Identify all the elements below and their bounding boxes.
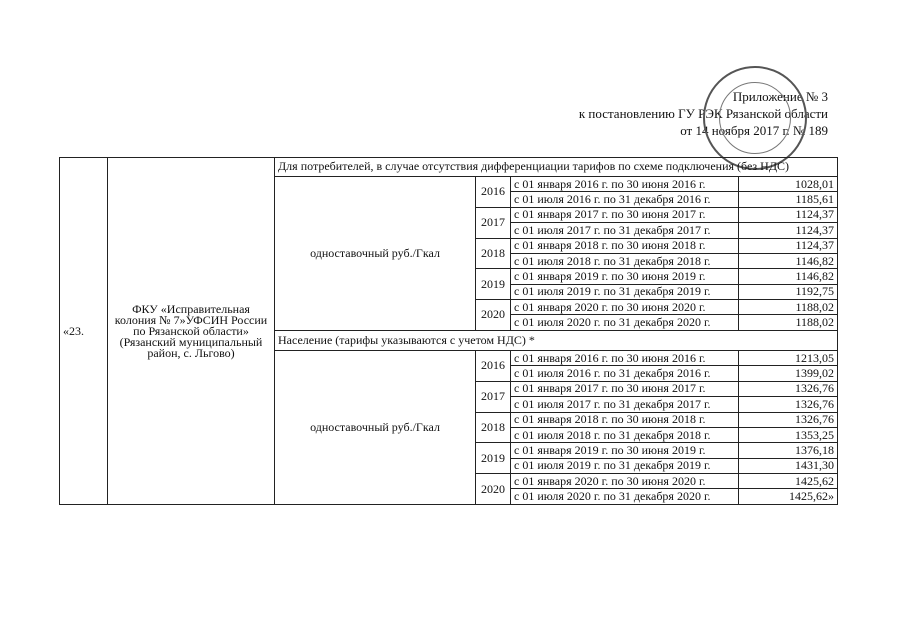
year-cell: 2017 [476, 381, 511, 412]
resolution-date: от 14 ноября 2017 г. № 189 [680, 123, 828, 138]
period-cell: с 01 июля 2018 г. по 31 декабря 2018 г. [511, 427, 739, 442]
tariff-value: 1188,02 [739, 315, 838, 330]
tariff-table [59, 157, 838, 505]
tariff-value: 1124,37 [739, 223, 838, 238]
period-cell: с 01 июля 2016 г. по 31 декабря 2016 г. [511, 192, 739, 207]
tariff-value: 1185,61 [739, 192, 838, 207]
period-cell: с 01 июля 2017 г. по 31 декабря 2017 г. [511, 223, 739, 238]
resolution-reference: к постановлению ГУ РЭК Рязанской области [578, 106, 828, 121]
period-cell: с 01 июля 2017 г. по 31 декабря 2017 г. [511, 397, 739, 412]
tariff-value: 1028,01 [739, 176, 838, 191]
tariff-value: 1399,02 [739, 366, 838, 381]
period-cell: с 01 января 2019 г. по 30 июня 2019 г. [511, 269, 739, 284]
year-cell: 2017 [476, 207, 511, 238]
tariff-value: 1353,25 [739, 427, 838, 442]
tariff-value: 1146,82 [739, 269, 838, 284]
period-cell: с 01 января 2018 г. по 30 июня 2018 г. [511, 412, 739, 427]
period-cell: с 01 июля 2018 г. по 31 декабря 2018 г. [511, 253, 739, 268]
tariff-value: 1124,37 [739, 238, 838, 253]
period-cell: с 01 января 2016 г. по 30 июня 2016 г. [511, 350, 739, 365]
tariff-value: 1326,76 [739, 397, 838, 412]
organization-name: ФКУ «Исправительная колония № 7»УФСИН России по Рязанской области» (Рязанский муниципальный район, с. Льгово) [108, 158, 275, 505]
period-cell: с 01 июля 2016 г. по 31 декабря 2016 г. [511, 366, 739, 381]
period-cell: с 01 января 2020 г. по 30 июня 2020 г. [511, 300, 739, 315]
tariff-value: 1188,02 [739, 300, 838, 315]
tariff-table-body [60, 158, 838, 505]
tariff-value: 1376,18 [739, 443, 838, 458]
official-seal-icon [703, 66, 807, 170]
tariff-value: 1192,75 [739, 284, 838, 299]
year-cell: 2016 [476, 176, 511, 207]
row-number: «23. [60, 158, 108, 505]
period-cell: с 01 января 2018 г. по 30 июня 2018 г. [511, 238, 739, 253]
period-cell: с 01 июля 2019 г. по 31 декабря 2019 г. [511, 458, 739, 473]
tariff-type: одноставочный руб./Гкал [275, 350, 476, 504]
year-cell: 2019 [476, 443, 511, 474]
period-cell: с 01 января 2019 г. по 30 июня 2019 г. [511, 443, 739, 458]
section-title-row [60, 158, 838, 177]
section-title: Население (тарифы указываются с учетом НДС) * [275, 330, 838, 350]
tariff-value: 1425,62 [739, 474, 838, 489]
tariff-value: 1326,76 [739, 381, 838, 396]
period-cell: с 01 января 2017 г. по 30 июня 2017 г. [511, 381, 739, 396]
year-cell: 2016 [476, 350, 511, 381]
tariff-type: одноставочный руб./Гкал [275, 176, 476, 330]
period-cell: с 01 января 2017 г. по 30 июня 2017 г. [511, 207, 739, 222]
period-cell: с 01 июля 2020 г. по 31 декабря 2020 г. [511, 315, 739, 330]
period-cell: с 01 января 2016 г. по 30 июня 2016 г. [511, 176, 739, 191]
year-cell: 2018 [476, 238, 511, 269]
appendix-number: Приложение № 3 [732, 89, 828, 104]
tariff-value: 1146,82 [739, 253, 838, 268]
tariff-value: 1124,37 [739, 207, 838, 222]
tariff-value: 1213,05 [739, 350, 838, 365]
tariff-value: 1326,76 [739, 412, 838, 427]
section-title: Для потребителей, в случае отсутствия дифференциации тарифов по схеме подключения (без НДС) [275, 158, 838, 177]
year-cell: 2019 [476, 269, 511, 300]
period-cell: с 01 июля 2020 г. по 31 декабря 2020 г. [511, 489, 739, 505]
tariff-value: 1431,30 [739, 458, 838, 473]
year-cell: 2020 [476, 474, 511, 505]
tariff-value: 1425,62» [739, 489, 838, 505]
year-cell: 2020 [476, 300, 511, 331]
year-cell: 2018 [476, 412, 511, 443]
period-cell: с 01 июля 2019 г. по 31 декабря 2019 г. [511, 284, 739, 299]
period-cell: с 01 января 2020 г. по 30 июня 2020 г. [511, 474, 739, 489]
